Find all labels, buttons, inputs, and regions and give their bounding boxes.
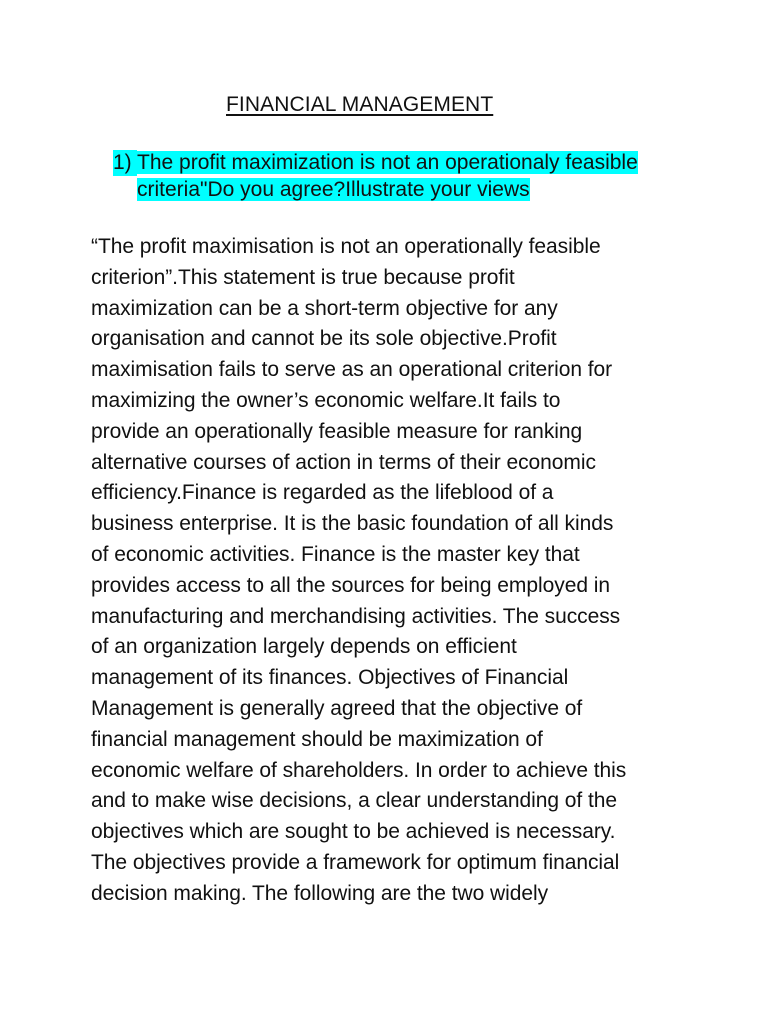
- answer-line: maximisation fails to serve as an operational criterion for: [91, 358, 613, 382]
- answer-line: decision making. The following are the two widely: [91, 881, 549, 905]
- answer-line: of economic activities. Finance is the master key that: [91, 542, 580, 566]
- answer-line: and to make wise decisions, a clear understanding of the: [91, 789, 618, 813]
- question-text-line: The profit maximization is not an operationaly feasible: [137, 151, 638, 174]
- answer-line: management of its finances. Objectives of Financial: [91, 666, 569, 690]
- question-line-2: [113, 176, 693, 203]
- answer-line: Management is generally agreed that the objective of: [91, 696, 583, 720]
- answer-line: organisation and cannot be its sole objective.Profit: [91, 327, 557, 351]
- answer-line: provides access to all the sources for being employed in: [91, 573, 610, 597]
- answer-line: maximization can be a short-term objective for any: [91, 296, 558, 320]
- answer-line: maximizing the owner’s economic welfare.It fails to: [91, 388, 561, 412]
- document-title: FINANCIAL MANAGEMENT: [226, 93, 494, 116]
- answer-line: alternative courses of action in terms of their economic: [91, 450, 596, 474]
- answer-line: business enterprise. It is the basic foundation of all kinds: [91, 512, 614, 536]
- answer-line: financial management should be maximization of: [91, 727, 543, 751]
- question-block: [113, 149, 693, 203]
- answer-line: “The profit maximisation is not an operationally feasible: [91, 235, 601, 258]
- answer-line: economic welfare of shareholders. In order to achieve this: [91, 758, 627, 782]
- question-number: 1): [113, 150, 137, 176]
- answer-line: criterion”.This statement is true because profit: [91, 265, 515, 289]
- answer-line: of an organization largely depends on efficient: [91, 635, 517, 659]
- question-line-1: [113, 149, 693, 176]
- answer-body: [91, 232, 711, 910]
- answer-line: The objectives provide a framework for optimum financial: [91, 850, 620, 874]
- question-text-line: criteria"Do you agree?Illustrate your views: [137, 178, 530, 201]
- answer-line: efficiency.Finance is regarded as the lifeblood of a: [91, 481, 554, 505]
- answer-line: provide an operationally feasible measure for ranking: [91, 419, 583, 443]
- answer-line: objectives which are sought to be achieved is necessary.: [91, 820, 616, 844]
- answer-line: manufacturing and merchandising activities. The success: [91, 604, 621, 628]
